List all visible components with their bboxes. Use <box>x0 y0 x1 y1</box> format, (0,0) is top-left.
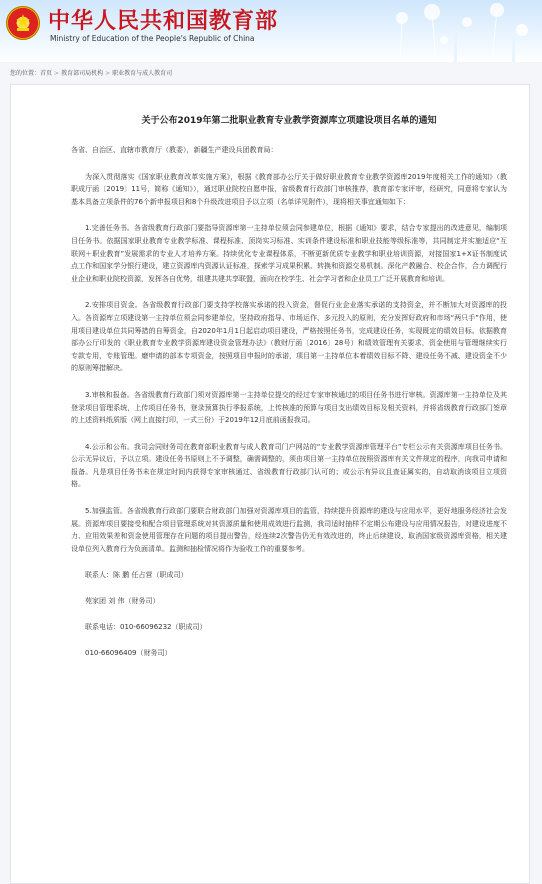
article-paragraph-1: 1.完善任务书。各省级教育行政部门要指导资源库第一主持单位须会同参建单位，根据《通知》要求，结合专家提出的改进意见，编制项目任务书。依据国家职业教育专业教学标准、课程标准、顶岗实习标准、实训条件建设标准和职业技能等级标准等，共同制定并实施适应“互联网＋职业教育”发展需求的专业人才培养方案。持续优化专业课程体系，不断更新优质专业教学和职业培训资源，对接国家1+X证书制度试点工作和国家学分银行建设，建立资源库内资源认证标准，探索学习成果积累、转换和资源交易机制。深化产教融合、校企合作，合力调配行业企业和职业院校资源，发挥各自优势，组建共建共享联盟，面向在校学生、社会学习者和企业员工广泛开展教育和培训。 <box>71 224 507 283</box>
breadcrumb-prefix: 您的位置： <box>10 70 41 77</box>
site-header <box>0 0 542 62</box>
breadcrumb-link-departments[interactable]: 教育部司局机构 <box>61 70 104 77</box>
site-title[interactable]: 中华人民共和国教育部 <box>48 8 279 34</box>
breadcrumb-separator: > <box>54 70 60 77</box>
contact-phone-finance: 010-66096409（财务司） <box>85 649 172 658</box>
breadcrumb-link-vocational-dept[interactable]: 职业教育与成人教育司 <box>112 70 173 77</box>
article-paragraph-intro: 为深入贯彻落实《国家职业教育改革实施方案》，根据《教育部办公厅关于做好职业教育专业教学资源库2019年度相关工作的通知》（教职成厅函〔2019〕11号，简称《通知》），通过职业院校自愿申报，省级教育行政部门审核推荐，教育部专家评审，经研究，同意将专家认为基本具备立项条件的76个新申报项目和8个升级改进项目予以立项（名单详见附件），现将相关事宜通知如下： <box>71 172 507 206</box>
breadcrumb-link-home[interactable]: 首页 <box>40 70 53 77</box>
article-title: 关于公布2019年第二批职业教育专业教学资源库立项建设项目名单的通知 <box>141 116 437 126</box>
article-paragraph-4: 4.公示和公布。我司会同财务司在教育部职业教育与成人教育司门户网站的“专业教学资源库管理平台”专栏公示有关资源库项目任务书。公示无异议后，予以立项。建设任务书原则上不予调整，确需调整的，须由项目第一主持单位按照资源库有关文件规定的程序，向我司申请和报备。凡是项目任务书未在规定时间内获得专家审核通过、省级教育行政部门认可的；或公示有异议且查证属实的，自动取消该项目立项资格。 <box>71 442 507 489</box>
breadcrumb <box>10 68 172 80</box>
article-paragraph-2: 2.安排项目资金。各省级教育行政部门要支持学校落实承诺的投入资金，督促行业企业落实承诺的支持资金，并不断加大对资源库的投入。各资源库立项建设第一主持单位须会同参建单位，坚持政府指导、市场运作、多元投入的原则，充分发挥好政府和市场“两只手”作用，使用项目建设单位共同筹措的自筹资金，自2020年1月1日起启动项目建设，严格按照任务书，完成建设任务，实现既定的绩效目标。依据教育部办公厅印发的《职业教育专业教学资源库建设资金管理办法》（教财厅函〔2016〕28号）和绩效管理有关要求，资金使用与管理继续实行专款专用，专账管理。磨申请的部本专项资金，按照项目申报时的承诺，项目第一主持单位本着绩效目标不降、建设任务不减、建设资金不少的原则筹措解决。 <box>71 301 507 373</box>
article-addressee: 各省、自治区、直辖市教育厅（教委），新疆生产建设兵团教育局： <box>71 146 278 154</box>
site-title-english: Ministry of Education of the People's Republic of China <box>50 34 255 43</box>
contact-persons-vocational: 联系人：陈 鹏 任占营（职成司） <box>85 571 188 580</box>
breadcrumb-separator: > <box>105 70 111 77</box>
national-emblem-icon[interactable] <box>6 6 40 40</box>
article-panel <box>10 84 530 884</box>
header-decoration-icon <box>372 0 542 62</box>
contact-persons-finance: 苑家团 刘 伟（财务司） <box>85 597 160 606</box>
contact-phone-vocational: 联系电话：010-66096232（职成司） <box>85 623 207 632</box>
article-paragraph-3: 3.审核和报备。各省级教育行政部门须对资源库第一主持单位提交的经过专家审核通过的项目任务书进行审核。资源库第一主持单位及其登录项目管理系统，上传项目任务书，登录预算执行季报系统，上传核准的预算与项目支出绩效目标及相关资料，并将省级教育行政部门签章的上述资料纸质版（网上直接打印，一式三份）于2019年12月底前函报我司。 <box>71 390 507 425</box>
article-paragraph-5: 5.加强监管。各省级教育行政部门要联合财政部门加强对资源库项目的监管，持续提升资源库的建设与应用水平，更好地服务经济社会发展。资源库项目要接受和配合项目管理系统对其资源质量和使用成效进行监测，我司适时抽样不定期公布建设与应用情况报告，对建设进度不力、应用效果差和资金使用管理存在问题的项目提出警告，经连续2次警告仍无有效改进的，终止后续建设、取消国家级资源库资格，相关建设单位列入教育行为负面清单。监测和抽检情况将作为验收工作的重要参考。 <box>71 507 507 553</box>
